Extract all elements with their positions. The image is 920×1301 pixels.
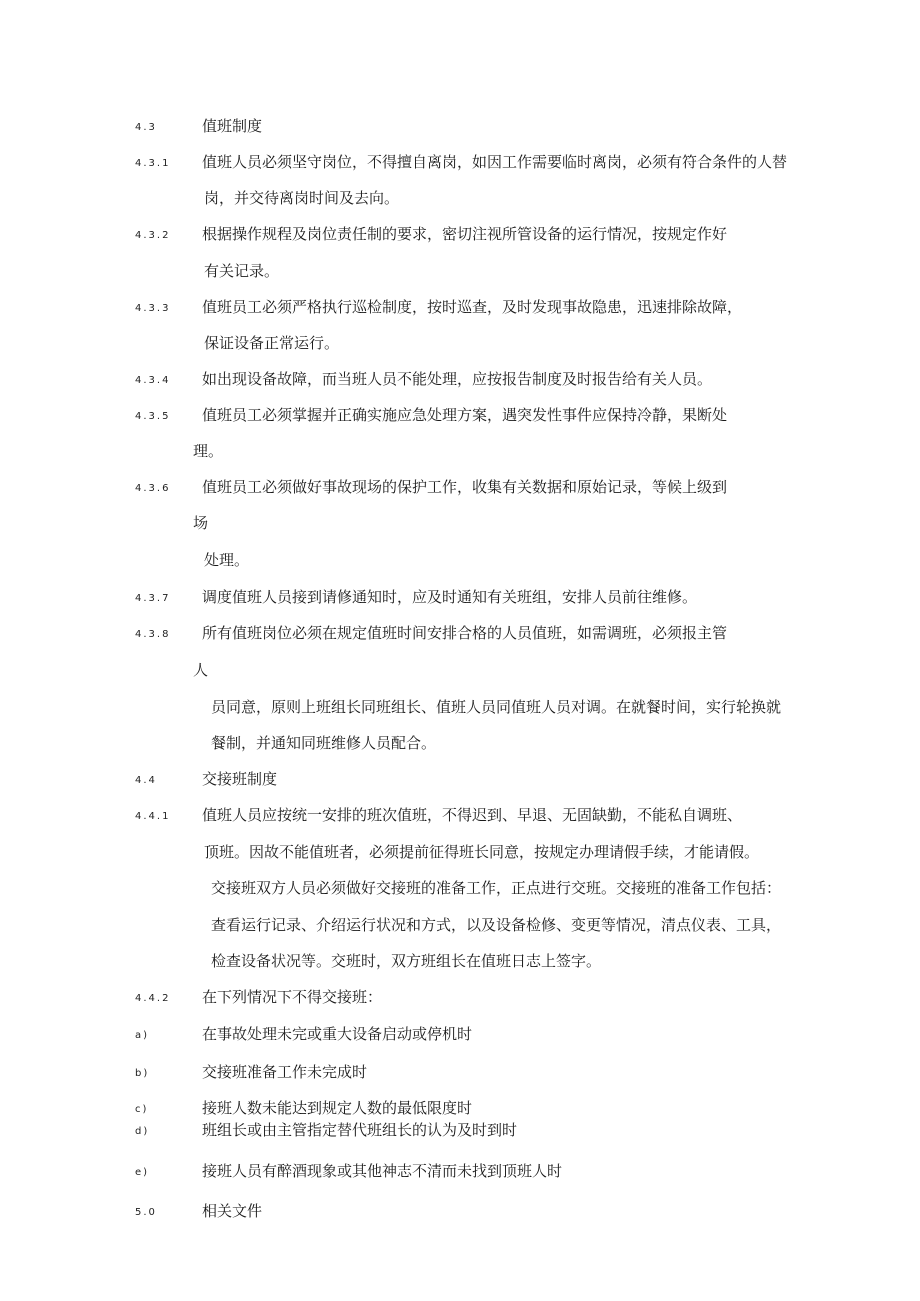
clause-text: 岗，并交待离岗时间及去向。: [204, 189, 400, 207]
clause-text: 人: [193, 661, 209, 679]
list-item: 接班人员有醉酒现象或其他神志不清而未找到顶班人时: [202, 1162, 563, 1180]
clause-number: 4.3.1: [135, 158, 171, 169]
clause-number: 4.3.7: [135, 593, 171, 604]
clause-text: 所有值班岗位必须在规定值班时间安排合格的人员值班，如需调班，必须报主管: [202, 624, 728, 642]
clause-number: 4.3.4: [135, 375, 171, 386]
clause-number: 4.4.1: [135, 811, 171, 822]
clause-text: 查看运行记录、介绍运行状况和方式，以及设备检修、变更等情况，清点仪表、工具，: [211, 916, 782, 934]
clause-text: 保证设备正常运行。: [204, 334, 340, 352]
list-marker: e): [135, 1167, 150, 1178]
clause-number: 4.3.6: [135, 483, 171, 494]
clause-text: 员同意，原则上班组长同班组长、值班人员同值班人员对调。在就餐时间，实行轮换就: [211, 698, 782, 716]
clause-text: 场: [193, 514, 209, 532]
clause-number: 4.3: [135, 122, 157, 133]
clause-text: 检查设备状况等。交班时，双方班组长在值班日志上签字。: [211, 952, 602, 970]
clause-text: 有关记录。: [204, 262, 280, 280]
clause-text: 顶班。因故不能值班者，必须提前征得班长同意，按规定办理请假手续，才能请假。: [204, 843, 760, 861]
clause-number: 4.3.2: [135, 230, 171, 241]
list-item: 接班人数未能达到规定人数的最低限度时: [202, 1099, 473, 1117]
section-heading: 值班制度: [202, 117, 263, 135]
list-item: 班组长或由主管指定替代班组长的认为及时到时: [202, 1121, 518, 1139]
clause-text: 值班人员必须坚守岗位，不得擅自离岗，如因工作需要临时离岗，必须有符合条件的人替: [202, 153, 788, 171]
clause-number: 4.4.2: [135, 993, 171, 1004]
clause-text: 值班员工必须严格执行巡检制度，按时巡查，及时发现事故隐患，迅速排除故障，: [202, 298, 743, 316]
clause-number: 4.3.3: [135, 303, 171, 314]
list-marker: c): [135, 1104, 149, 1115]
clause-text: 餐制，并通知同班维修人员配合。: [211, 734, 437, 752]
clause-text: 在下列情况下不得交接班：: [202, 988, 383, 1006]
clause-text: 调度值班人员接到请修通知时，应及时通知有关班组，安排人员前往维修。: [202, 588, 698, 606]
list-marker: a): [135, 1030, 150, 1041]
section-heading: 相关文件: [202, 1202, 263, 1220]
list-marker: b): [135, 1068, 150, 1079]
list-item: 在事故处理未完或重大设备启动或停机时: [202, 1025, 473, 1043]
clause-text: 值班人员应按统一安排的班次值班，不得迟到、早退、无固缺勤，不能私自调班、: [202, 806, 743, 824]
section-heading: 交接班制度: [202, 770, 278, 788]
clause-text: 值班员工必须掌握并正确实施应急处理方案，遇突发性事件应保持冷静，果断处: [202, 406, 728, 424]
list-marker: d): [135, 1126, 150, 1137]
clause-number: 4.3.8: [135, 629, 171, 640]
clause-text: 值班员工必须做好事故现场的保护工作，收集有关数据和原始记录，等候上级到: [202, 478, 728, 496]
clause-number: 4.4: [135, 775, 157, 786]
list-item: 交接班准备工作未完成时: [202, 1063, 368, 1081]
clause-number: 4.3.5: [135, 411, 171, 422]
clause-number: 5.0: [135, 1207, 157, 1218]
clause-text: 处理。: [204, 551, 250, 569]
clause-text: 如出现设备故障，而当班人员不能处理，应按报告制度及时报告给有关人员。: [202, 370, 713, 388]
clause-text: 根据操作规程及岗位责任制的要求，密切注视所管设备的运行情况，按规定作好: [202, 225, 728, 243]
clause-text: 交接班双方人员必须做好交接班的准备工作，正点进行交班。交接班的准备工作包括：: [211, 879, 782, 897]
clause-text: 理。: [193, 442, 224, 460]
